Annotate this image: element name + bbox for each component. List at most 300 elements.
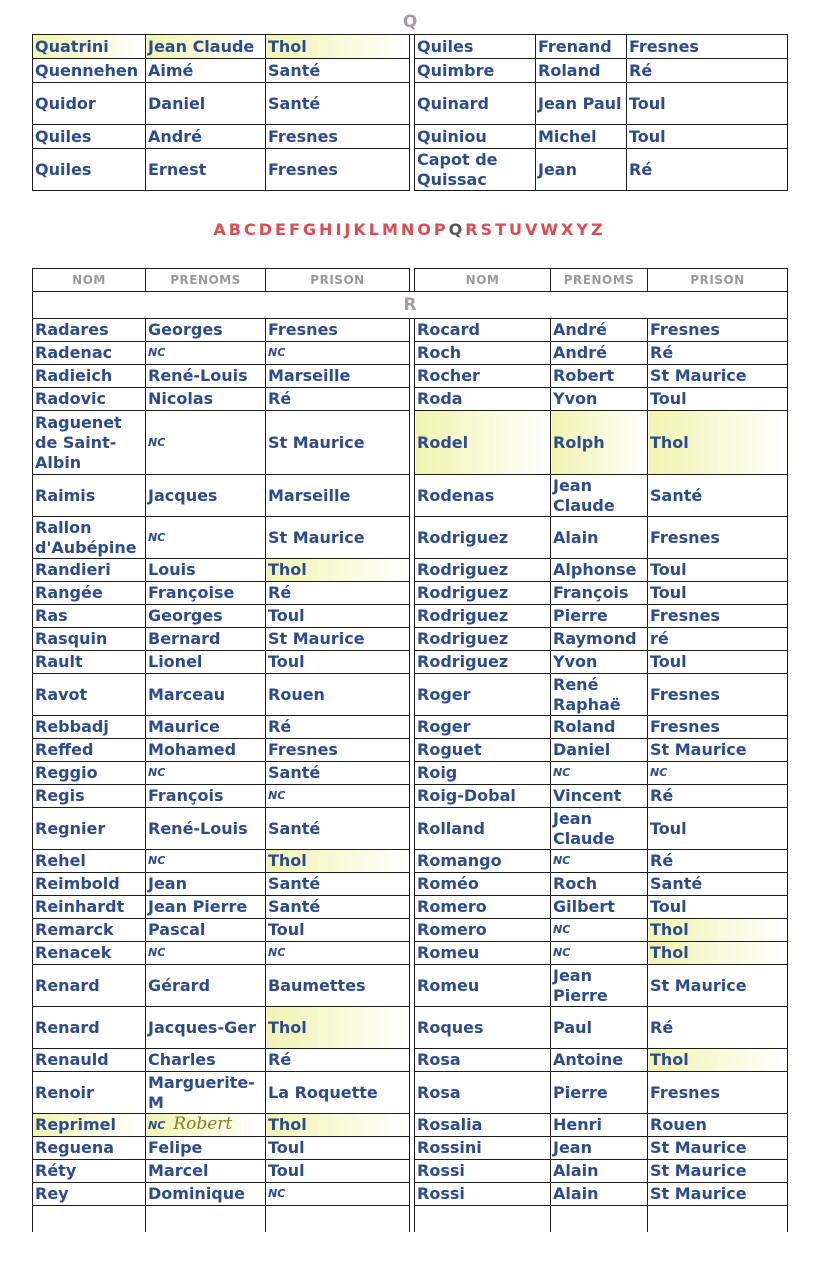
alphabet-letter[interactable]: Q — [448, 220, 466, 239]
prison: Toul — [266, 605, 410, 628]
alphabet-letter[interactable]: L — [368, 220, 382, 239]
surname: Regnier — [33, 808, 146, 850]
prison-right: Toul — [648, 808, 788, 850]
surname-right: Rodriguez — [415, 517, 551, 559]
surname-right: Rodenas — [415, 475, 551, 517]
prison-right: NC — [648, 762, 788, 785]
prison: Fresnes — [266, 149, 410, 191]
q-letter-row — [33, 10, 788, 35]
surname-right: Roger — [415, 716, 551, 739]
first-name-right: Gilbert — [551, 896, 648, 919]
first-name: NC — [146, 850, 266, 873]
prison: Marseille — [266, 475, 410, 517]
surname-right: Romeu — [415, 942, 551, 965]
prison: Fresnes — [266, 739, 410, 762]
first-name: René-Louis — [146, 808, 266, 850]
table-row — [33, 149, 788, 191]
prison: Ré — [266, 388, 410, 411]
prison: Toul — [266, 1160, 410, 1183]
alphabet-index — [32, 220, 787, 239]
prison-right: ré — [648, 628, 788, 651]
surname-right: Roger — [415, 674, 551, 716]
first-name-right: André — [551, 342, 648, 365]
surname: Rangée — [33, 582, 146, 605]
prison-right: Thol — [648, 411, 788, 475]
alphabet-letter[interactable]: P — [433, 220, 449, 239]
first-name-right: NC — [551, 942, 648, 965]
surname: Renacek — [33, 942, 146, 965]
alphabet-letter[interactable]: F — [288, 220, 303, 239]
table-row — [33, 125, 788, 149]
surname: Rasquin — [33, 628, 146, 651]
table-row — [33, 517, 788, 559]
first-name-right: Paul — [551, 1007, 648, 1049]
first-name: Frenand — [536, 35, 627, 59]
table-row — [33, 35, 788, 59]
surname-right: Roig — [415, 762, 551, 785]
table-row — [33, 1114, 788, 1137]
surname: Raimis — [33, 475, 146, 517]
prison: Santé — [266, 896, 410, 919]
first-name-right: Jean — [551, 1137, 648, 1160]
first-name: NC — [146, 942, 266, 965]
blank-cell — [415, 1206, 551, 1232]
first-name-right: Pierre — [551, 1072, 648, 1114]
alphabet-letter[interactable]: R — [465, 220, 481, 239]
prison: Fresnes — [266, 319, 410, 342]
first-name: Marguerite-M — [146, 1072, 266, 1114]
first-name-right: Robert — [551, 365, 648, 388]
surname: Quiles — [33, 125, 146, 149]
first-name: François — [146, 785, 266, 808]
first-name-right: Alain — [551, 1183, 648, 1206]
first-name-right: Roland — [551, 716, 648, 739]
blank-cell — [33, 1206, 146, 1232]
alphabet-letter[interactable]: V — [525, 220, 541, 239]
prison-right: Fresnes — [648, 319, 788, 342]
first-name-right: Antoine — [551, 1049, 648, 1072]
surname-right: Rosalia — [415, 1114, 551, 1137]
alphabet-letter[interactable]: U — [509, 220, 525, 239]
surname-right: Rolland — [415, 808, 551, 850]
prison: Toul — [627, 125, 788, 149]
prison-right: Santé — [648, 475, 788, 517]
first-name: Charles — [146, 1049, 266, 1072]
table-row — [33, 808, 788, 850]
surname: Raguenet de Saint-Albin — [33, 411, 146, 475]
alphabet-letter[interactable]: H — [319, 220, 336, 239]
surname-right: Rossi — [415, 1183, 551, 1206]
prison: Ré — [627, 59, 788, 83]
first-name: Jean — [146, 873, 266, 896]
prison: NC — [266, 785, 410, 808]
header-nom-right: NOM — [415, 269, 551, 292]
table-row — [33, 942, 788, 965]
prison-right: Ré — [648, 850, 788, 873]
alphabet-letter[interactable]: W — [540, 220, 562, 239]
prison-right: St Maurice — [648, 1137, 788, 1160]
alphabet-letter[interactable]: Y — [576, 220, 591, 239]
r-table — [32, 268, 788, 1232]
first-name: Lionel — [146, 651, 266, 674]
first-name: Jean Pierre — [146, 896, 266, 919]
register-sheet-r — [32, 268, 787, 1232]
alphabet-letter[interactable]: K — [353, 220, 369, 239]
alphabet-letter[interactable]: D — [258, 220, 276, 239]
surname: Radieich — [33, 365, 146, 388]
q-table — [32, 10, 788, 191]
prison: Santé — [266, 83, 410, 125]
alphabet-letter[interactable]: O — [417, 220, 434, 239]
prison: Rouen — [266, 674, 410, 716]
table-row — [33, 1160, 788, 1183]
surname-right: Rosa — [415, 1049, 551, 1072]
surname-right: Rocard — [415, 319, 551, 342]
prison-right: Ré — [648, 342, 788, 365]
first-name-right: Yvon — [551, 651, 648, 674]
prison: Toul — [266, 651, 410, 674]
surname-right: Rodriguez — [415, 559, 551, 582]
prison-right: Fresnes — [648, 1072, 788, 1114]
header-prenoms-right: PRENOMS — [551, 269, 648, 292]
alphabet-letter[interactable]: G — [302, 220, 320, 239]
table-row — [33, 850, 788, 873]
surname: Capot de Quissac — [415, 149, 536, 191]
surname-right: Roch — [415, 342, 551, 365]
table-row — [33, 1137, 788, 1160]
prison: St Maurice — [266, 517, 410, 559]
surname-right: Rocher — [415, 365, 551, 388]
first-name: Maurice — [146, 716, 266, 739]
table-row — [33, 365, 788, 388]
alphabet-letter[interactable]: I — [335, 220, 345, 239]
first-name: Jean — [536, 149, 627, 191]
table-row — [33, 83, 788, 125]
surname: Rey — [33, 1183, 146, 1206]
first-name: Michel — [536, 125, 627, 149]
first-name-right: Raymond — [551, 628, 648, 651]
table-row — [33, 965, 788, 1007]
blank-cell — [648, 1206, 788, 1232]
prison: Ré — [266, 1049, 410, 1072]
surname-right: Rodriguez — [415, 651, 551, 674]
first-name: Georges — [146, 319, 266, 342]
surname: Renauld — [33, 1049, 146, 1072]
prison: La Roquette — [266, 1072, 410, 1114]
prison: St Maurice — [266, 411, 410, 475]
surname: Reguena — [33, 1137, 146, 1160]
first-name-right: Alain — [551, 1160, 648, 1183]
first-name-right: Roch — [551, 873, 648, 896]
first-name: Marceau — [146, 674, 266, 716]
first-name: Nicolas — [146, 388, 266, 411]
surname: Rehel — [33, 850, 146, 873]
prison-right: Fresnes — [648, 605, 788, 628]
first-name: Jacques-Ger — [146, 1007, 266, 1049]
header-prison: PRISON — [266, 269, 410, 292]
surname-right: Roig-Dobal — [415, 785, 551, 808]
table-row — [33, 896, 788, 919]
surname: Radovic — [33, 388, 146, 411]
first-name-right: René Raphaë — [551, 674, 648, 716]
table-row — [33, 582, 788, 605]
first-name: NC — [146, 517, 266, 559]
prison: Thol — [266, 35, 410, 59]
surname-right: Roques — [415, 1007, 551, 1049]
header-row — [33, 269, 788, 292]
first-name-right: NC — [551, 762, 648, 785]
first-name: NC Robert — [146, 1114, 266, 1137]
surname: Reprimel — [33, 1114, 146, 1137]
header-prison-right: PRISON — [648, 269, 788, 292]
prison: NC — [266, 942, 410, 965]
table-row — [33, 411, 788, 475]
prison: Toul — [627, 83, 788, 125]
prison-right: Thol — [648, 942, 788, 965]
surname: Quimbre — [415, 59, 536, 83]
surname-right: Romango — [415, 850, 551, 873]
first-name-right: Daniel — [551, 739, 648, 762]
header-nom: NOM — [33, 269, 146, 292]
prison-right: Toul — [648, 388, 788, 411]
first-name: Dominique — [146, 1183, 266, 1206]
surname: Quiles — [415, 35, 536, 59]
surname-right: Rosa — [415, 1072, 551, 1114]
prison-right: Thol — [648, 919, 788, 942]
first-name: Gérard — [146, 965, 266, 1007]
prison: Santé — [266, 873, 410, 896]
alphabet-letter[interactable]: N — [400, 220, 418, 239]
alphabet-letter[interactable]: E — [275, 220, 289, 239]
first-name: Louis — [146, 559, 266, 582]
alphabet-letter[interactable]: J — [344, 220, 354, 239]
surname: Randieri — [33, 559, 146, 582]
first-name-right: Yvon — [551, 388, 648, 411]
first-name-right: NC — [551, 919, 648, 942]
prison: Thol — [266, 1114, 410, 1137]
first-name: Françoise — [146, 582, 266, 605]
surname: Quidor — [33, 83, 146, 125]
prison: Thol — [266, 1007, 410, 1049]
surname: Rallon d'Aubépine — [33, 517, 146, 559]
first-name: Jean Claude — [146, 35, 266, 59]
first-name: Mohamed — [146, 739, 266, 762]
prison: Thol — [266, 850, 410, 873]
first-name: NC — [146, 342, 266, 365]
prison-right: Ré — [648, 1007, 788, 1049]
surname: Rault — [33, 651, 146, 674]
prison-right: Thol — [648, 1049, 788, 1072]
first-name: Roland — [536, 59, 627, 83]
blank-row — [33, 1206, 788, 1232]
header-prenoms: PRENOMS — [146, 269, 266, 292]
surname: Quennehen — [33, 59, 146, 83]
surname: Renard — [33, 965, 146, 1007]
prison: Ré — [266, 716, 410, 739]
first-name-right: Pierre — [551, 605, 648, 628]
alphabet-letter[interactable]: A — [213, 220, 229, 239]
table-row — [33, 388, 788, 411]
register-sheet — [32, 10, 787, 191]
prison-right: St Maurice — [648, 965, 788, 1007]
table-row — [33, 651, 788, 674]
table-row — [33, 559, 788, 582]
table-row — [33, 1072, 788, 1114]
prison: Toul — [266, 919, 410, 942]
prison: Marseille — [266, 365, 410, 388]
surname-right: Rodriguez — [415, 582, 551, 605]
surname-right: Rodriguez — [415, 605, 551, 628]
table-row — [33, 342, 788, 365]
prison: Fresnes — [627, 35, 788, 59]
prison-right: Rouen — [648, 1114, 788, 1137]
table-row — [33, 739, 788, 762]
first-name: André — [146, 125, 266, 149]
prison: Toul — [266, 1137, 410, 1160]
first-name: Jean Paul — [536, 83, 627, 125]
prison-right: Toul — [648, 896, 788, 919]
surname: Quiles — [33, 149, 146, 191]
blank-cell — [551, 1206, 648, 1232]
first-name: Felipe — [146, 1137, 266, 1160]
prison-right: Toul — [648, 651, 788, 674]
surname: Reffed — [33, 739, 146, 762]
table-row — [33, 59, 788, 83]
prison-right: Fresnes — [648, 517, 788, 559]
prison: Santé — [266, 808, 410, 850]
prison-right: Fresnes — [648, 716, 788, 739]
table-row — [33, 873, 788, 896]
alphabet-letter[interactable]: S — [480, 220, 496, 239]
prison: Santé — [266, 59, 410, 83]
first-name-right: Vincent — [551, 785, 648, 808]
prison-right: Fresnes — [648, 674, 788, 716]
surname: Renard — [33, 1007, 146, 1049]
surname: Quiniou — [415, 125, 536, 149]
table-row — [33, 1049, 788, 1072]
first-name-right: Alain — [551, 517, 648, 559]
table-row — [33, 1183, 788, 1206]
prison: Thol — [266, 559, 410, 582]
surname: Reimbold — [33, 873, 146, 896]
alphabet-letter[interactable]: M — [381, 220, 401, 239]
surname: Regis — [33, 785, 146, 808]
surname-right: Rossini — [415, 1137, 551, 1160]
table-row — [33, 628, 788, 651]
prison-right: St Maurice — [648, 739, 788, 762]
prison: Ré — [266, 582, 410, 605]
table-row — [33, 785, 788, 808]
surname-right: Rodel — [415, 411, 551, 475]
table-row — [33, 319, 788, 342]
first-name: Pascal — [146, 919, 266, 942]
surname-right: Romero — [415, 896, 551, 919]
surname: Quinard — [415, 83, 536, 125]
table-row — [33, 475, 788, 517]
surname: Réty — [33, 1160, 146, 1183]
first-name: NC — [146, 762, 266, 785]
surname: Renoir — [33, 1072, 146, 1114]
alphabet-letter[interactable]: B — [228, 220, 244, 239]
r-letter-row — [33, 292, 788, 319]
surname-right: Romeu — [415, 965, 551, 1007]
surname: Radenac — [33, 342, 146, 365]
table-row — [33, 674, 788, 716]
blank-cell — [266, 1206, 410, 1232]
prison: Baumettes — [266, 965, 410, 1007]
blank-cell — [146, 1206, 266, 1232]
prison: Ré — [627, 149, 788, 191]
prison-right: Toul — [648, 559, 788, 582]
surname: Rebbadj — [33, 716, 146, 739]
first-name-right: Jean Claude — [551, 808, 648, 850]
prison-right: Ré — [648, 785, 788, 808]
prison: Santé — [266, 762, 410, 785]
prison-right: Toul — [648, 582, 788, 605]
first-name-right: Henri — [551, 1114, 648, 1137]
surname: Ravot — [33, 674, 146, 716]
alphabet-letter[interactable]: X — [561, 220, 577, 239]
first-name: Bernard — [146, 628, 266, 651]
prison: NC — [266, 342, 410, 365]
first-name: Aimé — [146, 59, 266, 83]
first-name: Georges — [146, 605, 266, 628]
first-name: NC — [146, 411, 266, 475]
first-name-right: François — [551, 582, 648, 605]
first-name: Ernest — [146, 149, 266, 191]
prison-right: St Maurice — [648, 365, 788, 388]
first-name: Jacques — [146, 475, 266, 517]
first-name-right: Jean Claude — [551, 475, 648, 517]
surname-right: Roméo — [415, 873, 551, 896]
first-name: René-Louis — [146, 365, 266, 388]
alphabet-letter[interactable]: C — [244, 220, 259, 239]
prison: Fresnes — [266, 125, 410, 149]
alphabet-letter[interactable]: Z — [590, 220, 606, 239]
table-row — [33, 605, 788, 628]
first-name: Daniel — [146, 83, 266, 125]
first-name-right: André — [551, 319, 648, 342]
prison-right: Santé — [648, 873, 788, 896]
handwritten-note: Robert — [173, 1114, 233, 1134]
section-letter-r: R — [33, 292, 788, 319]
surname: Remarck — [33, 919, 146, 942]
surname: Radares — [33, 319, 146, 342]
prison-right: St Maurice — [648, 1183, 788, 1206]
surname: Quatrini — [33, 35, 146, 59]
prison: NC — [266, 1183, 410, 1206]
surname-right: Rodriguez — [415, 628, 551, 651]
first-name: Marcel — [146, 1160, 266, 1183]
table-row — [33, 919, 788, 942]
prison-right: St Maurice — [648, 1160, 788, 1183]
surname: Reggio — [33, 762, 146, 785]
surname-right: Romero — [415, 919, 551, 942]
alphabet-letter[interactable]: T — [495, 220, 509, 239]
section-letter-q: Q — [33, 10, 788, 35]
surname: Ras — [33, 605, 146, 628]
surname-right: Roguet — [415, 739, 551, 762]
first-name-right: Jean Pierre — [551, 965, 648, 1007]
table-row — [33, 716, 788, 739]
first-name-right: Rolph — [551, 411, 648, 475]
surname: Reinhardt — [33, 896, 146, 919]
surname-right: Roda — [415, 388, 551, 411]
prison: St Maurice — [266, 628, 410, 651]
table-row — [33, 762, 788, 785]
first-name-right: NC — [551, 850, 648, 873]
surname-right: Rossi — [415, 1160, 551, 1183]
